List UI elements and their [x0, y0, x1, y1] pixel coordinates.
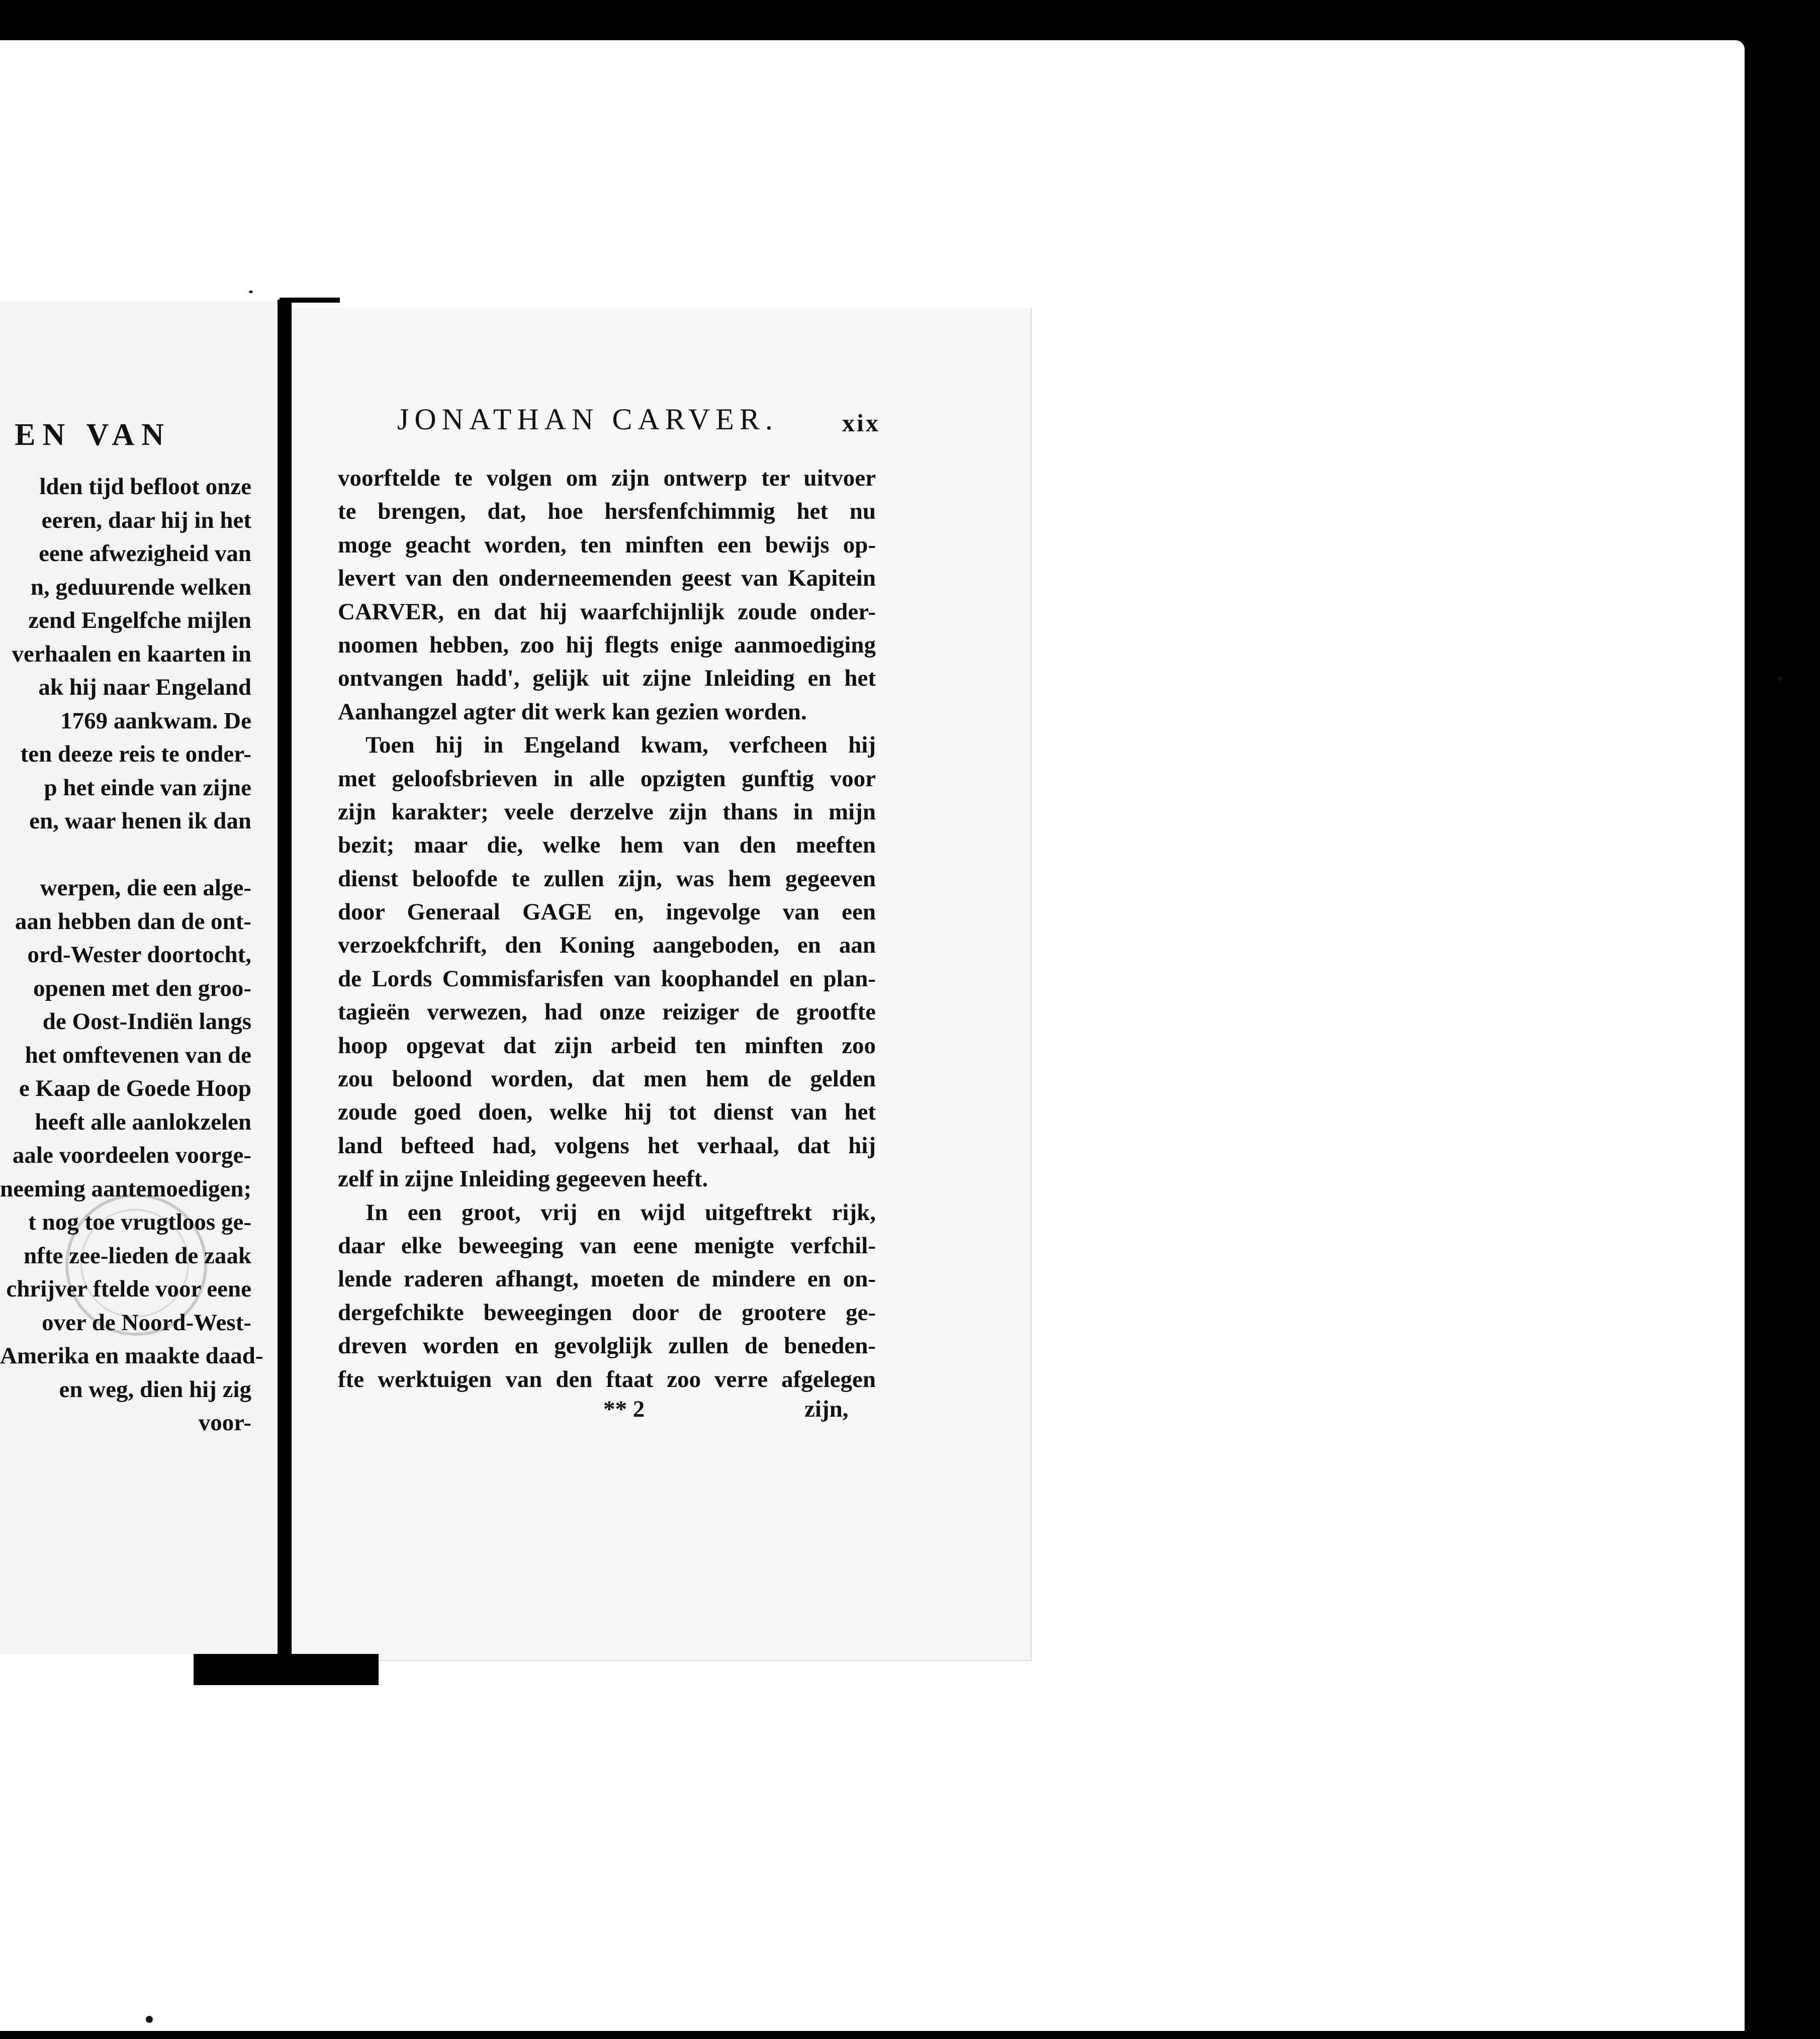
text-line: ten deeze reis te onder-: [20, 741, 251, 767]
catchword: zijn,: [804, 1396, 849, 1422]
text-line: In een groot, vrij en wijd uitgeftrekt rijk,: [366, 1199, 876, 1226]
text-line: zijn karakter; veele derzelve zijn thans in mijn: [338, 798, 876, 825]
text-line: voorftelde te volgen om zijn ontwerp ter uitvoer: [338, 465, 876, 491]
scanner-frame-top: [0, 0, 1820, 40]
text-line: Amerika en maakte daad-: [0, 1343, 263, 1369]
text-line: en, waar henen ik dan: [29, 808, 251, 834]
text-line: aan hebben dan de ont-: [15, 908, 251, 935]
text-line: eene afwezigheid van: [39, 540, 251, 567]
text-line: eeren, daar hij in het: [41, 507, 251, 533]
text-line: zelf in zijne Inleiding gegeeven heeft.: [338, 1166, 708, 1192]
text-line: hoop opgevat dat zijn arbeid ten minften zoo: [338, 1032, 876, 1059]
book-spine: [278, 300, 292, 1654]
text-line: moge geacht worden, ten minften een bewijs op-: [338, 531, 876, 558]
text-line: over de Noord-West-: [42, 1309, 251, 1336]
text-line: ontvangen hadd', gelijk uit zijne Inleiding en het: [338, 665, 876, 692]
text-line: noomen hebben, zoo hij flegts enige aanmoediging: [338, 631, 876, 658]
right-page-text: [338, 461, 876, 1396]
left-running-head: EN VAN: [15, 418, 171, 452]
text-line: de Oost-Indiën langs: [42, 1008, 251, 1035]
page-number: xix: [842, 409, 880, 437]
text-line: neeming aantemoedigen;: [0, 1175, 251, 1202]
text-line: levert van den onderneemenden geest van Kapitein: [338, 565, 876, 592]
text-line: [0, 838, 251, 872]
scan-speck: [146, 2016, 153, 2023]
text-line: te brengen, dat, hoe hersfenfchimmig het nu: [338, 498, 876, 525]
text-line: en weg, dien hij zig: [59, 1376, 251, 1403]
text-line: aale voordeelen voorge-: [12, 1142, 251, 1168]
text-line: zou beloond worden, dat men hem de gelden: [338, 1066, 876, 1092]
text-line: Aanhangzel agter dit werk kan gezien worden.: [338, 698, 807, 725]
signature-mark: ** 2: [603, 1396, 645, 1422]
text-line: dreven worden en gevolglijk zullen de beneden-: [338, 1333, 876, 1359]
text-line: lende raderen afhangt, moeten de mindere en on-: [338, 1266, 876, 1292]
text-line: t nog toe vrugtloos ge-: [28, 1209, 251, 1235]
text-line: fte werktuigen van den ftaat zoo verre afgelegen: [338, 1366, 876, 1393]
scanner-frame-bottom: [0, 2031, 1820, 2039]
page-clip-bar: [194, 1654, 379, 1685]
text-line: 1769 aankwam. De: [60, 707, 251, 734]
text-line: het omftevenen van de: [25, 1042, 251, 1068]
text-line: chrijver ftelde voor eene: [6, 1276, 251, 1302]
text-line: e Kaap de Goede Hoop: [19, 1075, 251, 1101]
text-line: daar elke beweeging van eene menigte verfchil-: [338, 1232, 876, 1259]
text-line: dergefchikte beweegingen door de grootere ge-: [338, 1299, 876, 1326]
text-line: dienst beloofde te zullen zijn, was hem gegeeven: [338, 865, 876, 892]
text-line: lden tijd befloot onze: [39, 474, 251, 500]
text-line: p het einde van zijne: [44, 774, 251, 801]
text-line: ak hij naar Engeland: [38, 674, 251, 700]
text-line: ord-Wester doortocht,: [27, 942, 251, 968]
text-line: CARVER, en dat hij waarfchijnlijk zoude onder-: [338, 598, 876, 625]
text-line: Toen hij in Engeland kwam, verfcheen hij: [366, 732, 876, 759]
scan-speck: [249, 291, 253, 293]
text-line: door Generaal GAGE en, ingevolge van een: [338, 899, 876, 925]
text-line: zend Engelfche mijlen: [28, 607, 251, 633]
text-line: werpen, die een alge-: [40, 875, 251, 901]
text-line: de Lords Commisfarisfen van koophandel en plan-: [338, 965, 876, 992]
text-line: land befteed had, volgens het verhaal, dat hij: [338, 1132, 876, 1159]
text-line: zoude goed doen, welke hij tot dienst van het: [338, 1099, 876, 1126]
scan-speck: [1777, 676, 1782, 681]
spine-cap: [280, 298, 340, 303]
text-line: n, geduurende welken: [30, 574, 251, 600]
text-line: heeft alle aanlokzelen: [35, 1108, 251, 1135]
running-head: JONATHAN CARVER.: [397, 403, 778, 436]
left-page-text: [0, 470, 263, 1440]
text-line: met geloofsbrieven in alle opzigten gunftig voor: [338, 765, 876, 792]
scanner-frame-right: [1745, 0, 1820, 2039]
text-line: voor-: [198, 1410, 251, 1436]
text-line: tagieën verwezen, had onze reiziger de grootfte: [338, 999, 876, 1026]
text-line: openen met den groo-: [33, 975, 251, 1001]
text-line: verzoekfchrift, den Koning aangeboden, en aan: [338, 932, 876, 959]
text-line: verhaalen en kaarten in: [12, 640, 251, 667]
text-line: nfte zee-lieden de zaak: [24, 1242, 251, 1269]
text-line: bezit; maar die, welke hem van den meeften: [338, 832, 876, 859]
